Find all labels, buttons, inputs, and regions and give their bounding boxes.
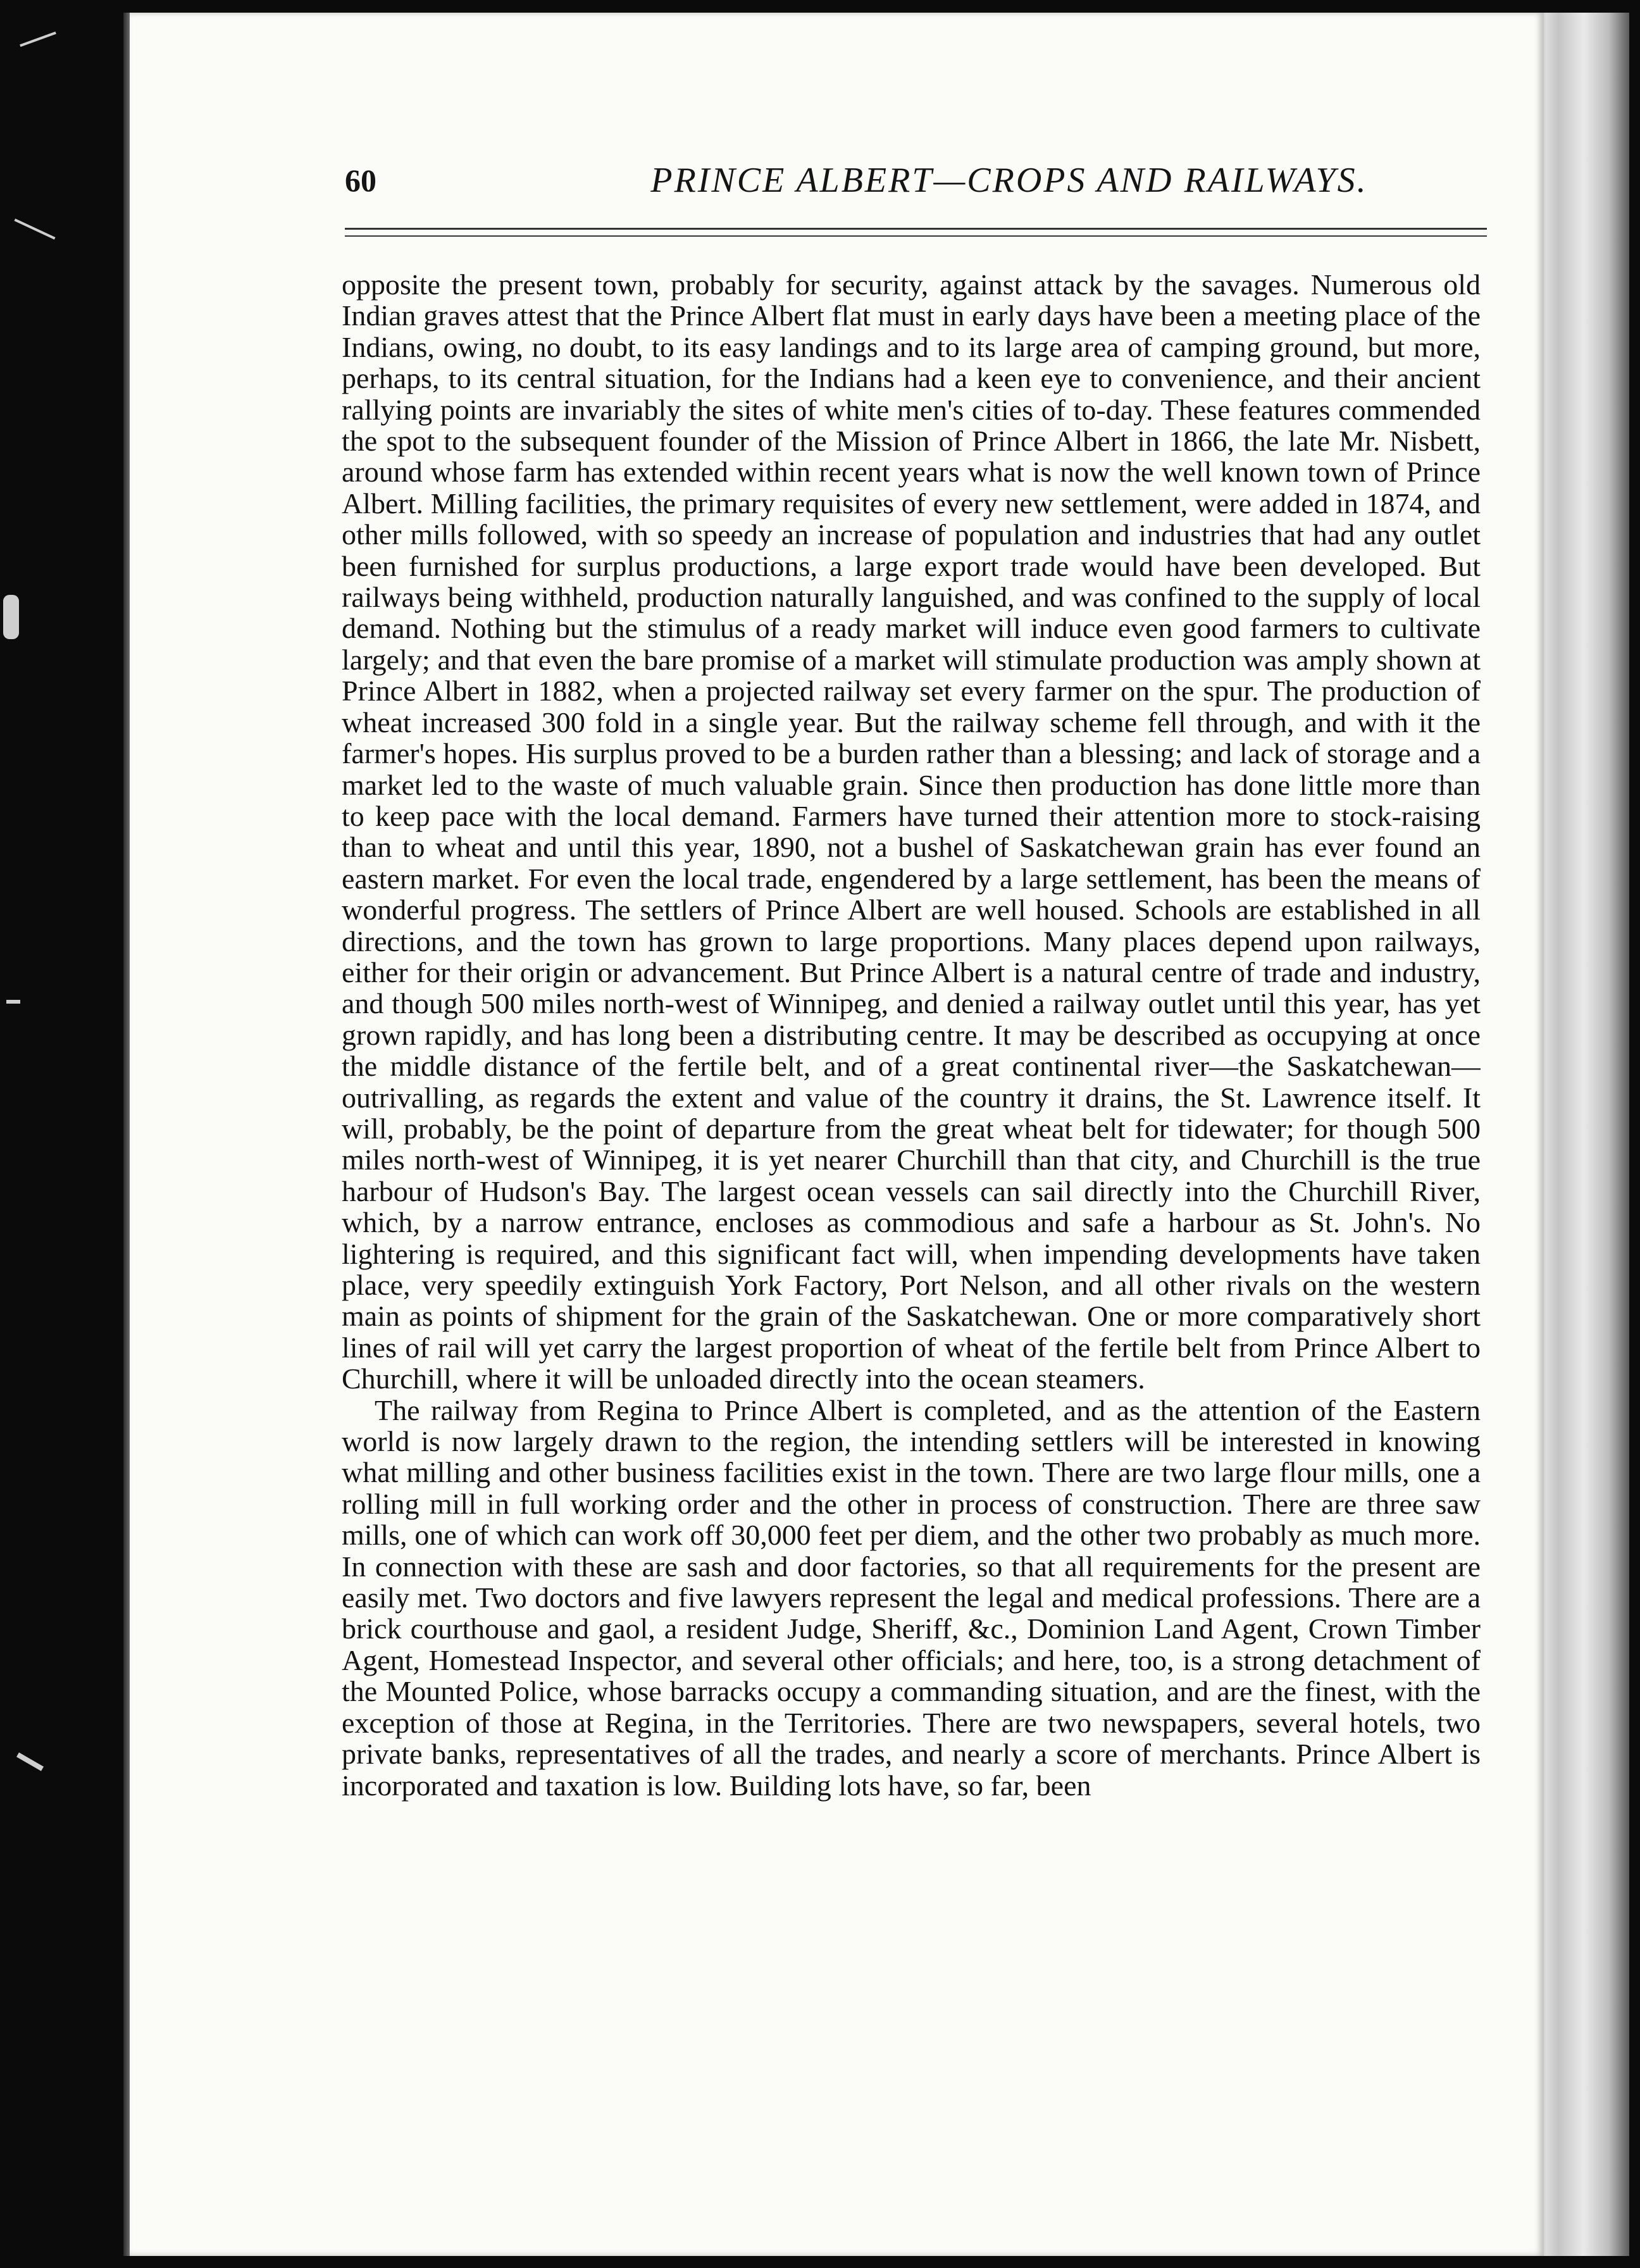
scan-mark [14, 218, 55, 239]
paragraph: opposite the present town, probably for security, against attack by the savages. Numerous old Indian graves attest that the Prince Albert flat must in early days have been a meeting place of the Indians, owing, no doubt, to its easy landings and to its large area of camping ground, but more, perhaps, to its central situation, for the Indians had a keen eye to convenience, and their ancient rallying points are invariably the sites of white men's cities of to-day. These features commended the spot to the subsequent founder of the Mission of Prince Albert in 1866, the late Mr. Nisbett, around whose farm has extended within recent years what is now the well known town of Prince Albert. Milling facilities, the primary requisites of every new settlement, were added in 1874, and other mills followed, with so speedy an increase of population and industries that had any outlet been furnished for surplus productions, a large export trade would have been developed. But railways being withheld, production naturally languished, and was confined to the supply of local demand. Nothing but the stimulus of a ready market will induce even good farmers to cultivate largely; and that even the bare promise of a market will stimulate production was amply shown at Prince Albert in 1882, when a projected railway set every farmer on the spur. The production of wheat increased 300 fold in a single year. But the railway scheme fell through, and with it the farmer's hopes. His surplus proved to be a burden rather than a blessing; and lack of storage and a market led to the waste of much valuable grain. Since then production has done little more than to keep pace with the local demand. Farmers have turned their attention more to stock-raising than to wheat and until this year, 1890, not a bushel of Saskatchewan grain has ever found an eastern market. For even the local trade, engendered by a large settlement, has been the means of wonderful progress. The settlers of Prince Albert are well housed. Schools are established in all directions, and the town has grown to large proportions. Many places depend upon railways, either for their origin or advancement. But Prince Albert is a natural centre of trade and industry, and though 500 miles north-west of Winnipeg, and denied a railway outlet until this year, has yet grown rapidly, and has long been a distributing centre. It may be described as occupying at once the middle distance of the fertile belt, and of a great continental river—the Saskatchewan—outrivalling, as regards the extent and value of the country it drains, the St. Lawrence itself. It will, probably, be the point of departure from the great wheat belt for tidewater; for though 500 miles north-west of Winnipeg, it is yet nearer Churchill than that city, and Churchill is the true harbour of Hudson's Bay. The largest ocean vessels can sail directly into the Churchill River, which, by a narrow entrance, encloses as commodious and safe a harbour as St. John's. No lightering is required, and this significant fact will, when impending developments have taken place, very speedily extinguish York Factory, Port Nelson, and all other rivals on the western main as points of shipment for the grain of the Saskatchewan. One or more comparatively short lines of rail will yet carry the largest proportion of wheat of the fertile belt from Prince Albert to Churchill, where it will be unloaded directly into the ocean steamers. [342, 269, 1481, 1395]
header-rule [345, 228, 1487, 230]
body-text [342, 269, 1481, 2142]
header-rule [345, 235, 1487, 237]
paragraph: The railway from Regina to Prince Albert is completed, and as the attention of the Eastern world is now largely drawn to the region, the intending settlers will be interested in knowing what milling and other business facilities exist in the town. There are two large flour mills, one a rolling mill in full working order and the other in process of construction. There are three saw mills, one of which can work off 30,000 feet per diem, and the other two probably as much more. In connection with these are sash and door factories, so that all requirements for the present are easily met. Two doctors and five lawyers represent the legal and medical professions. There are a brick courthouse and gaol, a resident Judge, Sheriff, &c., Dominion Land Agent, Crown Timber Agent, Homestead Inspector, and several other officials; and here, too, is a strong detachment of the Mounted Police, whose barracks occupy a commanding situation, and are the finest, with the exception of those at Regina, in the Territories. There are two newspapers, several hotels, two private banks, representatives of all the trades, and nearly a score of merchants. Prince Albert is incorporated and taxation is low. Building lots have, so far, been [342, 1393, 1481, 1802]
page-number: 60 [345, 163, 376, 198]
scan-mark [20, 32, 56, 47]
page-header [345, 158, 1493, 209]
scan-mark [3, 595, 19, 639]
running-title: PRINCE ALBERT—CROPS AND RAILWAYS. [650, 161, 1368, 200]
scan-mark [16, 1752, 44, 1771]
scan-mark [6, 1000, 20, 1004]
